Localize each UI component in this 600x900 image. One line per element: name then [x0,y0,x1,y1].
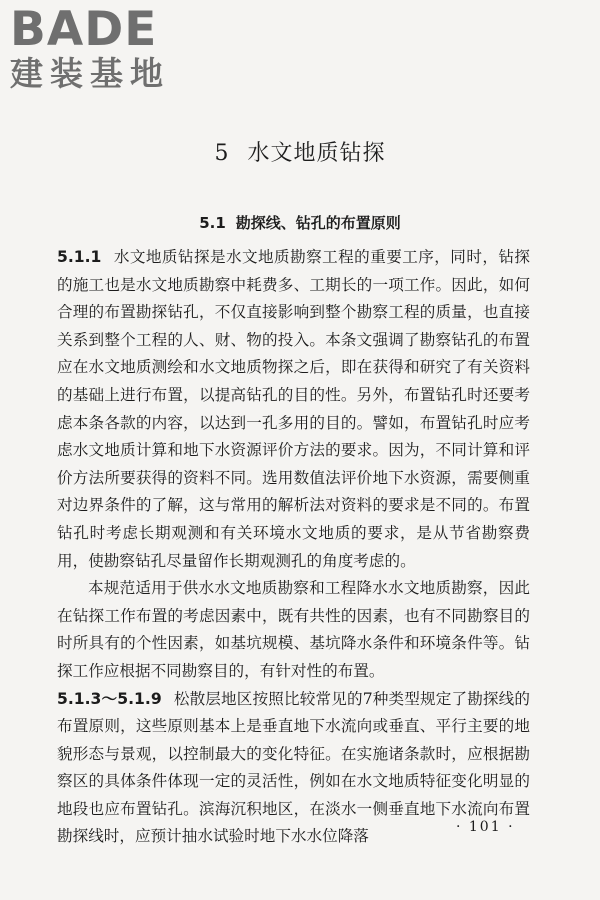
clause-text: 松散层地区按照比较常见的7种类型规定了勘探线的布置原则，这些原则基本上是垂直地下水流向或垂直、平行主要的地貌形态与景观，以控制最大的变化特征。在实施诸条款时，应根据勘察区的具体条件体现一定的灵活性，例如在水文地质特征变化明显的地段也应布置钻孔。滨海沉积地区，在淡水一侧垂直地下水流向布置勘探线时，应预计抽水试验时地下水水位降落 [57,689,531,846]
logo-word: BADE [10,2,158,57]
logo-subtitle: 建装基地 [10,54,170,93]
clause-number: 5.1.1 [57,248,102,266]
clause-text: 本规范适用于供水水文地质勘察和工程降水水文地质勘察，因此在钻探工作布置的考虑因素中，既有共性的因素，也有不同勘察目的时所具有的个性因素，如基坑规模、基坑降水条件和环境条件等。钻探工作应根据不同勘察目的，有针对性的布置。 [57,579,530,680]
clause-text: 水文地质钻探是水文地质勘察工程的重要工序，同时，钻探的施工也是水文地质勘察中耗费多、工期长的一项工作。因此，如何合理的布置勘探钻孔，不仅直接影响到整个勘察工程的质量，也直接关系到整个工程的人、财、物的投入。本条文强调了勘察钻孔的布置应在水文地质测绘和水文地质物探之后，即在获得和研究了有关资料的基础上进行布置，以提高钻孔的目的性。另外，布置钻孔时还要考虑本条各款的内容，以达到一孔多用的目的。譬如，布置钻孔时应考虑水文地质计算和地下水资源评价方法的要求。因为，不同计算和评价方法所要获得的资料不同。选用数值法评价地下水资源，需要侧重对边界条件的了解，这与常用的解析法对资料的要求是不同的。布置钻孔时考虑长期观测和有关环境水文地质的要求，是从节省勘察费用，使勘察钻孔尽量留作长期观测孔的角度考虑的。 [57,248,530,570]
clause-5-1-2 [57,575,530,685]
chapter-title-text: 水文地质钻探 [247,141,386,166]
clause-5-1-1 [57,244,530,575]
clause-number: 5.1.3～5.1.9 [57,689,162,708]
section-title [0,212,600,233]
page-number: · 101 · [456,819,515,835]
chapter-title [0,136,600,167]
section-number: 5.1 [199,214,226,232]
brand-logo [10,2,185,93]
body-text [57,244,530,851]
section-title-text: 勘探线、钻孔的布置原则 [235,214,401,232]
chapter-number: 5 [214,141,230,166]
